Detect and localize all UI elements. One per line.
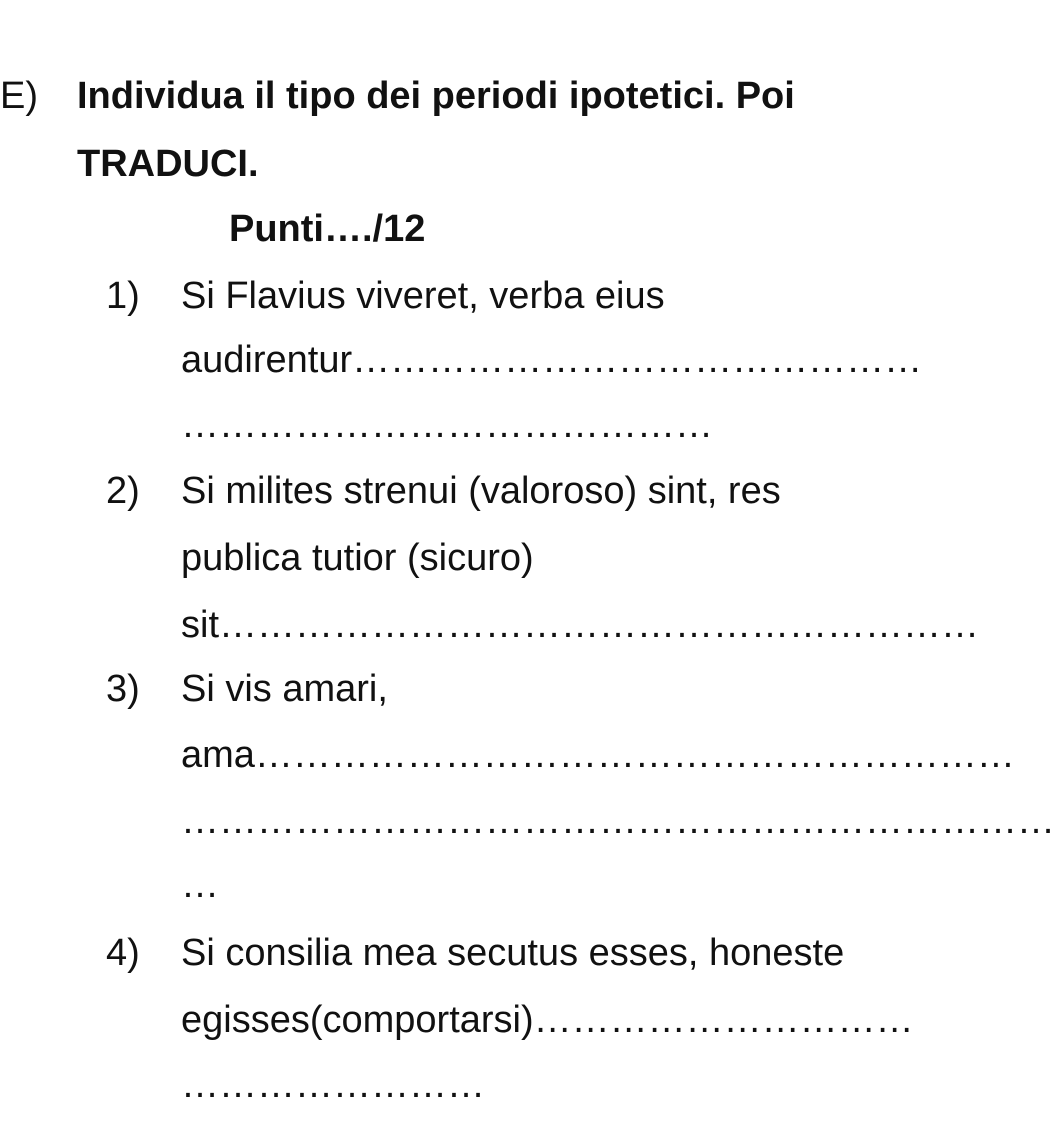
item-3-answer-dots: …………………………………………………………… xyxy=(181,800,1055,842)
item-3-sentence-line-2: ama…………………………………………………… xyxy=(181,734,1015,776)
item-1-sentence-line-1: Si Flavius viveret, verba eius xyxy=(181,275,665,317)
item-1-sentence-line-2: audirentur……………………………………… xyxy=(181,339,923,381)
item-2-number: 2) xyxy=(106,470,140,512)
instruction-line-1: Individua il tipo dei periodi ipotetici. Poi xyxy=(77,75,795,117)
item-4-number: 4) xyxy=(106,932,140,974)
item-1-number: 1) xyxy=(106,275,140,317)
item-3-number: 3) xyxy=(106,668,140,710)
item-2-sentence-line-1: Si milites strenui (valoroso) sint, res xyxy=(181,470,781,512)
item-3-sentence-line-1: Si vis amari, xyxy=(181,668,388,710)
item-2-sentence-line-3: sit…………………………………………………… xyxy=(181,604,979,646)
item-1-answer-dots: …………………………………… xyxy=(181,404,713,446)
item-4-answer-dots: …………………… xyxy=(181,1064,485,1106)
item-3-answer-dots-end: … xyxy=(181,864,219,906)
item-2-sentence-line-2: publica tutior (sicuro) xyxy=(181,537,534,579)
section-letter: E) xyxy=(0,75,38,117)
instruction-line-2: TRADUCI. xyxy=(77,143,259,185)
item-4-sentence-line-2: egisses(comportarsi)………………………… xyxy=(181,999,914,1041)
item-4-sentence-line-1: Si consilia mea secutus esses, honeste xyxy=(181,932,845,974)
points-label: Punti…./12 xyxy=(229,208,426,250)
